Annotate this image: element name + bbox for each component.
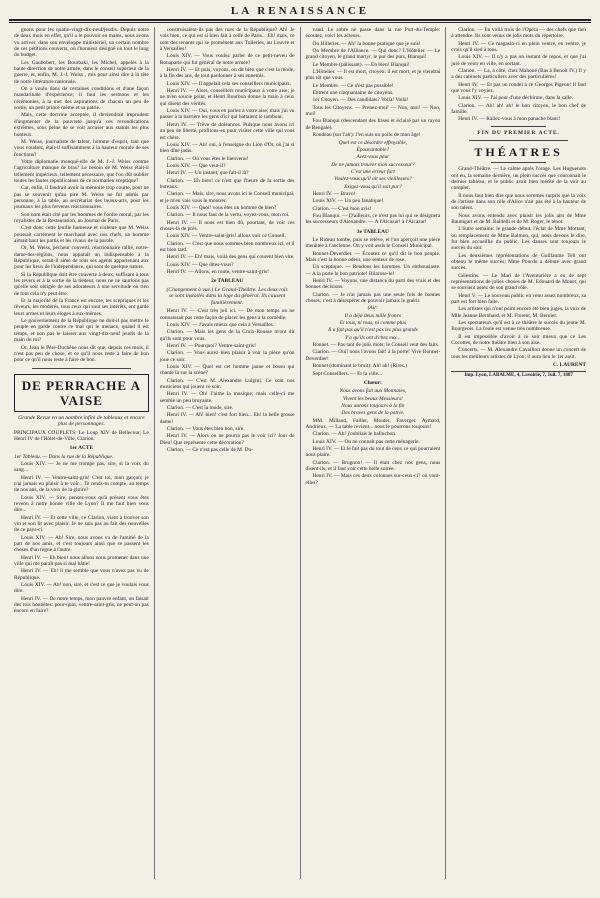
verse-line: De ne jamais trouver mon successeur?: [331, 161, 415, 168]
dialogue-line: Entrent une cinquantaine de citoyens.: [312, 90, 394, 97]
paragraph: Le gouvernement de la République ne doit-il pas mettre le peuple en garde contre ce mal qui le menace, quand il est temps, et non pas le laisser aux vingt-dix-neuf jeudis de la main du roi?: [14, 318, 149, 344]
dialogue-line: Henri IV. — Allons, en route, ventre-saint-gris!: [166, 269, 269, 276]
dialogue-line: Henri IV. — Et le fait pas du tout de ceux ce qui pourraient nous plaire.: [305, 445, 441, 459]
act-heading: 1er ACTE: [69, 445, 94, 452]
dialogue-line: Louis XIV. — Quel est cet homme jaune et bossu qui chante là sur la scène?: [159, 363, 295, 377]
col4-theatres: [451, 166, 586, 360]
col2-paragraphs: [160, 27, 295, 275]
col4-paragraphs: [451, 27, 586, 123]
dialogue-line: Henri IV. — Rallez-vous à mon panache blanc!: [458, 116, 561, 123]
paragraph: Célestins. — Le Mari de l'Aventurière a eu de sept représentations de jolies choses de M. Edouard de Monet, qui se souvient assez de son grand rôle.: [451, 272, 586, 292]
dialogue-line: vaud. Le sobre ne passe dans la rue Port-du-Temple: écoutez, voici les acteurs.: [305, 27, 441, 40]
dialogue-line: L'Hôtelier. — Il est mort, citoyen: il est mort, et je viendrai plus tôt que vous.: [305, 69, 441, 82]
paragraph: Les artistes qui n'ont point encore été bien jugés, la voix de Mlle Jeanne Bernhard, et M. Florent, M. Bernier.: [451, 306, 586, 319]
dialogue-line: Clarion. — Mais, sire, nous avons ici le Conseil municipal, et je m'en vais vous le montrer.: [159, 191, 295, 204]
article-title-box: DE PERRACHE A VAISE: [14, 374, 149, 412]
dialogue-line: On Membre de l'Alliance. — Qui donc? L'Hôtelier. — Le grand citoyen, le grand martyr, le pur des purs, Blanqui!: [305, 48, 441, 61]
col3-song-2: [306, 313, 441, 341]
paragraph: Henri V. — Le nouveau public en venu assez nombreux, sa part est fort bien faite.: [451, 292, 586, 306]
theatres-heading: THÉATRES: [474, 145, 563, 160]
dialogue-line: Henri IV. — Et pas un rondel à ce Georges Pigeon! Il faut que vous l'y voyiez.: [451, 81, 586, 95]
dialogue-line: Clarion. — Ah! ah! ah! le bon citoyen, le bon chef de famille.: [451, 102, 586, 116]
dialogue-line: Clarion. — C'est la mode, sire.: [166, 405, 234, 412]
column-4: [445, 27, 591, 879]
verse-line: Avez-vous peur: [356, 154, 390, 161]
dialogue-line: Louis XIV. — Ventre-saint-gris! allons voir ce Conseil.: [166, 233, 286, 240]
paragraph: M. Weiss, journaliste de talent, homme d'esprit, tant que vous voudrez, était-il suffisamment à la hauteur morale de ses fonctions?: [14, 138, 149, 158]
dialogue-line: Louis XIV. — Ah! oui, à l'enseigne du Lion d'Or, où j'ai si bien dîné jadis.: [159, 141, 295, 155]
dialogue-line: Louis XIV. — Un peu fanatique!: [312, 198, 384, 205]
paragraph: C'est donc cette feuille humeuse et violente que M. Weiss poussait carrément le marchand avec nos chefs, un homme aimait haut les partis et les rivaux de la parole.: [14, 225, 149, 244]
paragraph: Or, M. Weiss, pécheur converti, réactionnaire rallié, notre-dame-des-régions, nous apparaît un indispensable à la République, serait-il aimé de tous ses agents appartenant aux pour les lieux de l'indépendance, qui sont de quelque nature.: [14, 245, 149, 271]
dialogue-line: Clarion. — Où vous êtes le bienvenu!: [166, 155, 249, 162]
dialogue-line: Clarion. — Vous êtes bien bon, sire.: [166, 426, 245, 433]
column-3: [300, 27, 446, 879]
tableau2-subtitle: (Changement à vue.) Le Grand-Théâtre. Les deux rois se sont installés dans la loge du général. Ils causent familièrement.: [166, 286, 288, 306]
dialogue-line: Louis XIV. — Quoi! vous êtes un homme de bien?: [166, 204, 277, 211]
masthead-title: LA RENAISSANCE: [230, 5, 370, 17]
end-of-act: FIN DU PREMIER ACTE.: [477, 129, 560, 136]
verse-line: Et tous, ni tous, ni comme plus: [339, 320, 406, 327]
col3-paragraphs: [306, 27, 441, 139]
paragraph: Grand-Théâtre. — Le calme après l'orage. Les Huguenots ont eu, la semaine dernière, un plein succès que couronnait le dernier tableau, et le public avait bien mérité de la voir au complet.: [451, 166, 586, 192]
paragraph: Il est impossible d'avoir à ce soir mieux que ce Les Cocottes, de notre théâtre bien à son aise.: [451, 333, 586, 347]
verse-line: Des braves gens de la patrie.: [341, 410, 405, 417]
dialogue-line: Louis XIV. — Oui, vous en parlez à votre aise; mais j'ai vu passer à la barrière les gens d'ici qui battaient le tambour.: [159, 108, 295, 121]
verse-line: C'est une erreur fort: [350, 168, 395, 175]
column-2: [154, 27, 300, 879]
dialogue-line: Clarion. — En voilà trois de l'Opéra — des chefs que rien à attendre. Ils sont venus de jolis mots du répertoire.: [451, 27, 586, 40]
dialogue-line: Bonnet. — Pas tant de jolis mots; le Conseil veut des faits.: [312, 342, 440, 349]
dialogue-line: Clarion. — C'est mon avis!: [312, 205, 372, 212]
dialogue-line: Clarion. — Mais les gens de la Croix-Rousse m'ont dit qu'ils sont pour vous.: [159, 329, 295, 342]
dialogue-line: Clarion. — C'est M. Alexandre Luigini. Ce sont nos musiciens qui jouent ce soir.: [159, 377, 295, 390]
paragraph: Votre diplomatie monqué-elle de M. J.-J. Weiss comme l'agriculture manque de bras? Le besoin de M. Weiss était-il tellement impérieux, tellement nécessaire, que l'on dût oublier toutes les fautes républicaines de ce normalien sceptique?: [14, 158, 149, 184]
col1-dialogue: [14, 461, 149, 615]
dialogue-line: Henri IV. — Oh! J'aime la musique; mais celle-ci me semble un peu bruyante.: [159, 391, 295, 404]
dialogue-line: On Hillerier. — Ah! la bonne pratique que je suis!: [312, 40, 421, 47]
dialogue-line: Le Rideau tombe, puis se relève, et l'on aperçoit une pièce meublée à l'ancienne. On y voit assis le Conseil Municipal.: [305, 236, 441, 250]
dialogue-line: Louis XIV. — Je ne me trompe pas, sire, si la voix du sang...: [14, 460, 149, 474]
verse-line: Nous aurons toujours à la fin: [341, 402, 405, 409]
verse-line: Voulez-vous qu'il ait ses vieillesses?: [334, 176, 412, 183]
dialogue-line: Henri IV. — Eh! il me semble que vous n'avez pas vu de République.: [14, 568, 149, 581]
dialogue-line: Louis XIV. — J'avais mieux que cela à Versailles.: [166, 321, 275, 328]
dialogue-line: Henri IV. — Un instant, que fait-il là?: [166, 170, 249, 177]
principal-characters: PRINCIPAUX COUPLETS: Le Loup XIV de Bellecour, Le Henri IV de l'Hôtel-de-Ville, Clarion.: [14, 429, 149, 442]
dialogue-line: 1er Citoyen. — Des candidats? Voilà! Voilà!: [312, 97, 409, 104]
dialogue-line: construisaient-ils pas des rues de la République? Ah! Je vois bien, ce qui est si bien fait à celle de Paris... Eh! mais, ce sont des tenants qui se promènent aux Tuileries, au Louvre et à Versailles!: [159, 27, 295, 53]
dialogue-line: Clarion. — C'est que nous sommes bien nombreux ici, et il est bien tard.: [159, 240, 295, 253]
column-1: [9, 27, 154, 879]
verse-line: Nous avons fait aux Monnaies,: [339, 388, 407, 395]
paragraph: On a voulu dans de certaines conditions et d'une façon mandarinale d'expérience; il faut les sermons et les cérémonies, à la mer des aspirations de chacun un peu de sortie, un petit prince même et sa patrie.: [14, 86, 149, 112]
paragraph: Les spectateurs qu'il est à ce théâtre le succès du jeune M. Bourgeois. La foule est venue très nombreuse.: [451, 320, 586, 333]
dialogue-line: Louis XIV. — Ah! non, sire, et c'est ce que je voulais vous dire.: [14, 582, 149, 595]
dialogue-line: Henri IV. — Il nous est bien dû, pourtant, de voir ces choses-là de près.: [159, 219, 295, 232]
dialogue-line: Louis XIV. — Que veut-il?: [166, 162, 226, 169]
dialogue-line: Louis XIV. — On ne connaît pas cette ménagerie.: [312, 438, 420, 445]
col3-after-song: [306, 191, 441, 226]
dialogue-line: Henri IV. — Et cette ville, ce Clarion, vient à trouver son vin et son lit avec plaisir. Je ne suis pas au fait des nouvelles de ce pays-ci.: [14, 514, 149, 534]
col3-after-song-2: [306, 342, 441, 377]
dialogue-line: Bonnet (dominant le bruit): Ah! ah! (Rires.): [312, 363, 407, 370]
paragraph: Concerts. — M. Alexandre Cavaillon donne un concert de tous les meilleurs artistes de Lyon; il aura lieu le 1er août.: [451, 347, 586, 360]
tableau3-heading: 3e TABLEAU: [356, 228, 389, 235]
col3-tableau3: [306, 237, 441, 304]
verse-line: Exigez-vous qu'il soit pur?: [344, 183, 402, 190]
dialogue-line: Louis XIV. — Que dites-vous?: [166, 261, 234, 268]
tableau2-heading: 2e TABLEAU: [211, 278, 244, 285]
dialogue-line: Henri IV. — De notre temps, mon pauvre enfant, on faisait des rois honnêtes: pour-quoi, ventre-saint-gris, ne peut-on pas encore en faire?: [14, 595, 149, 615]
dialogue-line: Clarion. — Je n'ai jamais pas une seule fois de bonnes choses; c'est à désespérer de pouvoir jamais le guérir.: [305, 291, 441, 305]
dialogue-line: Henri IV. — C'est très joli ici. — De mon temps on ne connaissait pas cette façon de placer les gens à la comédie.: [159, 308, 295, 321]
printer-footer: Imp. Lyon, LABALME, 4, Lavoirie, 7, Juil. 7, 1887: [451, 371, 586, 379]
dialogue-line: Bonnet-Deverdier. — Écoutez ce qu'il dit le bon peuple. Mais c'est la bonne odeur, une senteur de rose.: [305, 250, 441, 263]
tableau-heading: 1er Tableau. — Dans la rue de la République.: [14, 453, 114, 460]
dialogue-line: Henri IV. — Mais ces deux colonnes sur-ceux-ci? où vont-elles?: [305, 473, 441, 486]
dialogue-line: Le Membre. — Ce n'est pas possible!: [312, 82, 394, 89]
divider: [491, 126, 546, 127]
divider: [469, 140, 568, 141]
dialogue-line: Henri IV. — Ah! bien! c'est fort bien... Eh! la belle grosse dame!: [159, 412, 295, 425]
dialogue-line: Fou Blanqui (descendant des frises et éclairé par un rayon de Bengale).: [305, 118, 441, 131]
article-subtitle: Grande Revue en un nombre infini de tableaux et encore plus de personnages.: [18, 414, 145, 428]
paragraph: Les Gaubobert, les Bourbaki, les Michel, appelés à la haute direction de notre armée, dans le conseil supérieur de la guerre, et, enfin, M. J.-J. Weiss , mis pour ainsi dire à la tête de notre littérature nationale.: [14, 59, 149, 85]
dialogue-line: Rondeau (sur l'air): J'en suis un poilu de mon âge!: [312, 132, 421, 139]
dialogue-line: Fou Blanqui. — D'ailleurs, ce n'est pas lui qui se désignera les successeurs d'Alexandre. — A l'Alcazar! à l'Alcazar!: [305, 212, 441, 226]
dialogue-line: Clarion. — Ce n'est pas celle de M. Du-: [166, 447, 254, 454]
col3-chorus: [306, 388, 441, 416]
dialogue-line: Louis XIV. — Vous voulez parler de ce petit-neveu de Bonaparte qui fut général de notre armée?: [159, 53, 295, 66]
dialogue-line: Henri IV. — Et puis, voyons, on dit bien que c'est la mode, à la fin des ans, de tout pardonner à ses ennemis.: [159, 67, 295, 80]
dialogue-line: MM. Millaud, Faillet, Mouter, Faverger. Aymard, Andrieux. — La table revient... nous le pourrons toujours!: [305, 417, 441, 430]
verse-line: Vivent les beaux Messieurs!: [342, 395, 403, 402]
dialogue-line: Clarion. — Eh bien! ce n'est que l'heure de la sortie des bureaux.: [159, 177, 295, 190]
dialogue-line: Clarion. — Ah! j'oubliais le balluchon.: [312, 431, 397, 438]
song2-title: (Air:: [367, 305, 379, 312]
dialogue-line: Henri IV. — Alors on ne pourra pas le voir ici? Jour de Dieu! Que représente cette décoration?: [159, 433, 295, 446]
dialogue-line: Louis XIV. — J'ai peur d'une déchirure, dans la salle.: [458, 95, 573, 102]
verse-line: Il a déjà deux mille francs: [344, 312, 402, 319]
dialogue-line: Louis XIV. — Sire, pensez-vous qu'à présent vous êtes revenu à notre bonne ville de Lyon? Il me faut bien vous dire...: [14, 494, 149, 514]
dialogue-line: Clarion. — La, à côté, chez Mahoné (Bas à Benoît IV.) Il y a des cabinets particuliers avec des particulières!: [451, 68, 586, 81]
dialogue-line: Henri IV. — Eh! mais, voilà des gens qui courent bien vite.: [166, 254, 295, 261]
paragraph: Nous avons entendu avec plaisir les jolis airs de Mme Baumgart et de M. Baldelli et de M. Roger, le ténor.: [451, 212, 586, 225]
dialogue-line: Henri IV. — Trêve de doléances. Puisque nous avons ici un peu de liberté, profitons-en pour visiter cette ville qui vous est chère.: [159, 121, 295, 141]
paragraph: Il nous faut bien dire que nous sommes surpris que la voix de l'artiste dans son rôle d'Alice n'ait pas été à la hauteur de son talent.: [451, 192, 586, 212]
divider: [32, 368, 131, 369]
dialogue-line: Louis XIV. — Il n'y a pas un instant de repos, et que j'ai juré de venir en ville, en sortant.: [451, 54, 586, 67]
paragraph: L'ôutre semaine: le grande début, l'éclat de Mme Mottant, ou remplacement de Mme Balmon, qui, nous devons le dire, fut bien accueillie du public. Les danses sont toujours le succès du soir.: [451, 226, 586, 252]
paragraph: Car, enfin, il faudrait avoir la mémoire trop courte, pour ne pas se souvenir qu'au pire M. Weiss ne fut admis par personne, à la table, au secrétariat des beaux-arts, pour les journaux les plus fervents réactionnaires.: [14, 185, 149, 211]
paragraph: Mais, cette doctrine acceptée, il deviendrait imprudent d'augmenter de la pauvreté jusqu'à ces revendications extrêmes, sous peine de se voir accuser aux statuts les plus honteux.: [14, 112, 149, 138]
verse-line: Il a fait pas qu'il n'est pas les plus grands: [328, 327, 418, 334]
dialogue-line: Louis XIV. — Il appelait cela ses conseillers municipaux.: [166, 80, 291, 87]
dialogue-line: Clarion. — Il nous faut de la vertu, voyez-vous, mon roi.: [166, 212, 290, 219]
paragraph: Et la majorité de la France est encore, les sceptiques et les rêveurs, les modérés, tous ceux qui sont ses intérêts, ont gardé leurs armes et leurs éloges à eux-mêmes.: [14, 298, 149, 317]
divider: [491, 162, 546, 163]
dialogue-line: Henri IV. — Eh bien! nous allons nous promener dans une ville qui me paraît pas si mal bâtie!: [14, 554, 149, 568]
verse-line: Y'a qu'ils ont d'chez eux...: [345, 334, 401, 341]
col1-intro: [14, 27, 149, 364]
col3-song-1: [306, 140, 441, 190]
dialogue-line: Henri IV. — Bravo!: [312, 190, 356, 197]
paragraph: gnons pour les quatre-vingt-dix-neuf/jeudis. Depuis notre de deux mois en effet, qu'il a le pouvoir en mains, nous avons vu arriver, dans son enveloppe ministériel, un certain nombre de ces pétitions couverts, où l'honneur désigné où tout le long du budget.: [14, 27, 149, 59]
dialogue-line: Tous les Citoyens. — Prenez-moi! — Non, moi! — Non, moi!: [305, 104, 441, 118]
columns: [9, 27, 591, 879]
dialogue-line: Louis XIV. — Ah! Sire, nous avons vu de l'amitié de la part de nos amis, et c'est toujours ainsi que se passent les choses d'un règne à l'autre.: [14, 534, 149, 554]
col2-dialogue: [160, 308, 295, 453]
paragraph: Si la République doit être couverte à deux, suffisant à tous les revers et à la sortie de la tiédeur, nous ne ne saurions pas qu'elle soit obligée de ses adorateurs à une servitude où rien de tout cela n'y peut être.: [14, 271, 149, 297]
dialogue-line: Sept Conseillers. — Et la ville...: [312, 370, 383, 377]
chorus-label: Chœur:: [363, 379, 382, 386]
dialogue-line: Henri IV. — Ventre-saint-gris! C'est toi, mon garçon; je n'ai jamais eu plaisir à te voir... Te rends-tu compte, au temps de nos ans, de la voix de la gloire?: [14, 474, 149, 494]
dialogue-line: Clarion. — Vous aurez bien plaisir à voir la pièce qu'on joue ce soir.: [159, 350, 295, 363]
verse-line: Épouvantable?: [356, 146, 390, 153]
dialogue-line: Clarion. — Brugnon! — Il était chez nos gens, nous disent-ils, et il faut voir cette belle soirée.: [305, 459, 441, 472]
dialogue-line: Henri IV. — Pourquoi? Ventre-saint-gris!: [166, 342, 256, 349]
dialogue-line: Le Membre (pâlissant). — Eh bien! Blanqui!: [312, 61, 410, 68]
col3-closing: [306, 418, 441, 486]
dialogue-line: Clarion. — Oui! nous l'avons fait! à la porte! Vive Bonnet-Deverdier!: [305, 349, 441, 362]
dialogue-line: Henri IV. — Ce magasin-ci en plein ventre, en ventre, je crois qu'il sied à tous.: [451, 40, 586, 54]
signature: C. LAURENT: [553, 362, 586, 369]
paragraph: Son nom était cité par les hommes de l'ordre moral, par les royalistes de la Restauration, au Journal de Paris.: [14, 211, 149, 224]
dialogue-line: Un sceptique. — Rendons les hommes. Un enthousiaste. — A la porte le bon patriote! Bilarose-le!: [305, 264, 441, 277]
dialogue-line: Henri IV. — Alors, conseillers municipaux à votre aise; je ne m'en soucie point, et Henri Bourbon donne la main à ceux qui disent des vérités.: [159, 88, 295, 107]
verse-line: Quel est ce désordre effroyable,: [338, 139, 408, 146]
dialogue-line: Henri IV. — Voyons, une distance du parti des vrais et des bonnes décisions.: [305, 278, 441, 291]
masthead-rule: [9, 19, 591, 23]
paragraph: Or, Jean le Père-Duchêne nous dit que, depuis ces mois, il n'est pas peu de chose, et ce qu'il nous reste à faire de bon pour ce qu'il nous reste à faire de bon.: [14, 344, 149, 364]
paragraph: Les deuxièmes représentations de Guillaume Tell ont obtenu le même succès; Mme Pourdu a débuté avec grand succès.: [451, 252, 586, 272]
